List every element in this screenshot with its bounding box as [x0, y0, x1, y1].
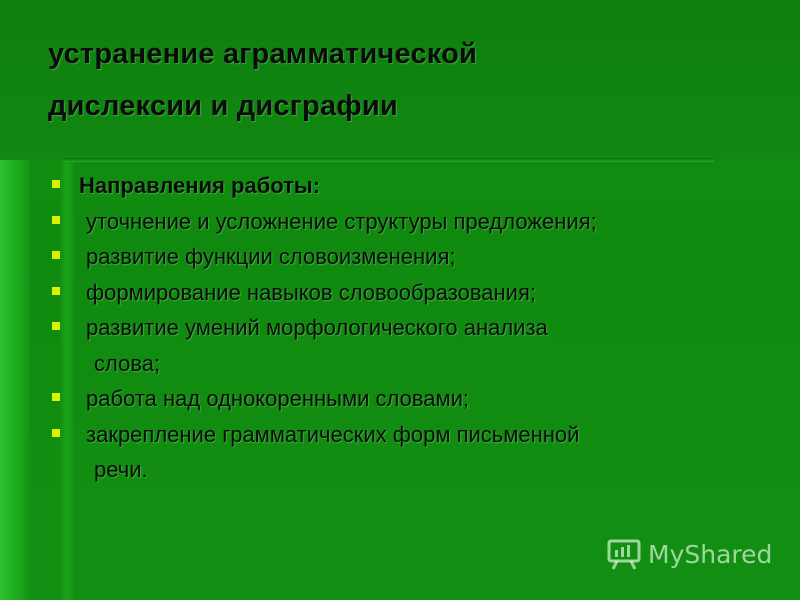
list-item-text: формирование навыков словообразования; [86, 279, 536, 305]
square-bullet-icon [52, 393, 60, 401]
square-bullet-icon [52, 251, 60, 259]
square-bullet-icon [52, 216, 60, 224]
title-line-1: устранение аграмматической [48, 38, 478, 70]
watermark [606, 536, 772, 572]
slide-title [48, 28, 748, 132]
bullet-list [48, 168, 748, 488]
square-bullet-icon [52, 322, 60, 330]
list-heading-text: Направления работы: [79, 173, 321, 198]
list-heading [48, 168, 748, 204]
square-bullet-icon [52, 287, 60, 295]
list-item-text: уточнение и усложнение структуры предложения; [86, 208, 597, 234]
title-divider [64, 158, 714, 162]
list-item-text: развитие функции словоизменения; [86, 244, 456, 269]
square-bullet-icon [52, 180, 60, 188]
list-item-text: закрепление грамматических форм письменной [86, 421, 580, 447]
list-item [48, 204, 748, 240]
list-item-continuation: слова; [94, 350, 161, 376]
list-item [48, 381, 748, 417]
list-item [48, 275, 748, 311]
list-item-continuation: речи. [94, 457, 148, 482]
list-item [48, 239, 748, 275]
list-item-text: работа над однокоренными словами; [86, 386, 470, 411]
list-item [48, 310, 748, 381]
presentation-board-icon [606, 536, 642, 572]
watermark-text: MyShared [648, 539, 773, 569]
square-bullet-icon [52, 429, 60, 437]
list-item-text: развитие умений морфологического анализа [86, 315, 548, 340]
list-item [48, 417, 748, 488]
title-line-2: дислексии и дисграфии [48, 90, 398, 122]
